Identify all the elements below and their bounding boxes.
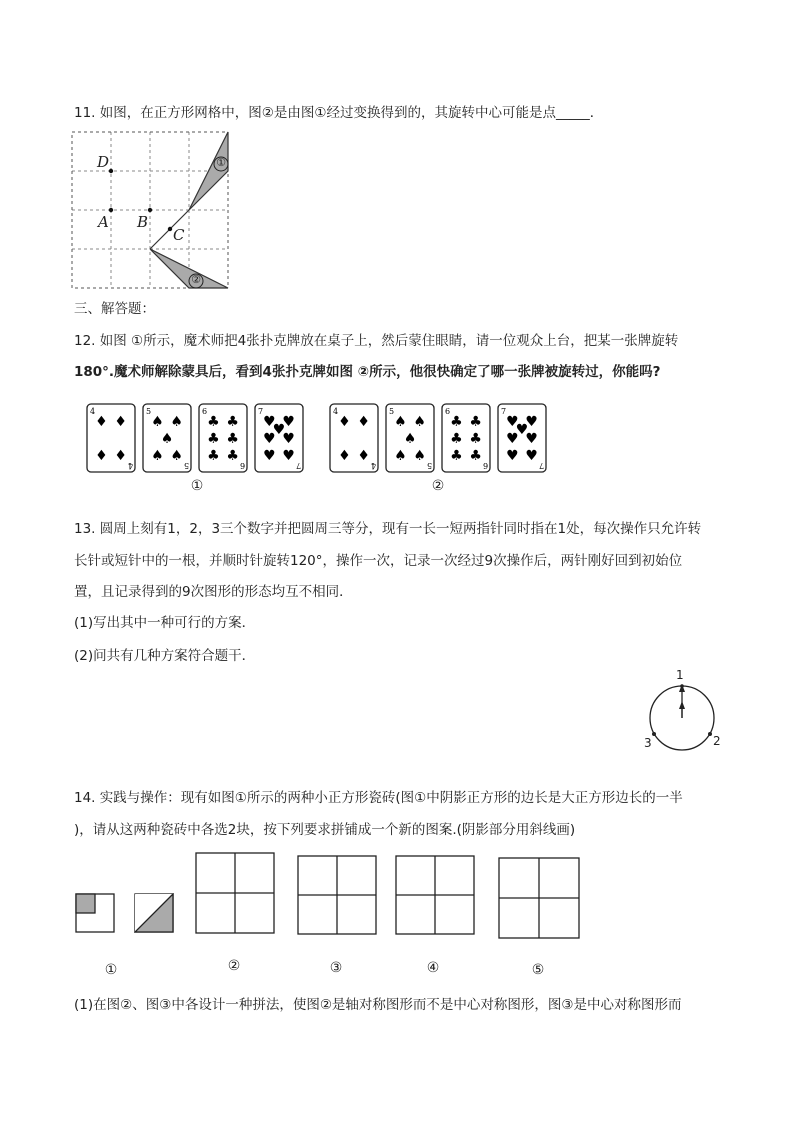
label-fig2: ② — [191, 273, 201, 286]
card-pip: ♠ — [413, 448, 426, 464]
card-6-g2 — [442, 404, 490, 472]
card-rank-bottom: 4 — [128, 461, 134, 470]
card-pip: ♥ — [506, 448, 519, 464]
q14-part1: (1)在图②、图③中各设计一种拼法，使图②是轴对称图形而不是中心对称图形，图③是中心对称图形而 — [74, 997, 682, 1013]
card-pip: ♦ — [338, 448, 351, 464]
q14-caption-5: ⑤ — [531, 962, 545, 978]
grid-3 — [297, 855, 377, 939]
card-pip: ♦ — [114, 414, 127, 430]
card-pip: ♣ — [207, 448, 220, 464]
q14-caption-2: ② — [227, 958, 241, 974]
card-7-g2 — [498, 404, 546, 472]
q13-line1: 13. 圆周上刻有1，2，3三个数字并把圆周三等分，现有一长一短两指针同时指在1处，每次操作只允许转 — [74, 521, 702, 537]
q13-line2: 长针或短针中的一根，并顺时针旋转120°，操作一次，记录一次经过9次操作后，两针刚好回到初始位 — [74, 553, 683, 569]
card-pip: ♥ — [282, 414, 295, 430]
card-pip: ♣ — [450, 431, 463, 447]
grid-2 — [195, 852, 275, 938]
card-pip: ♥ — [506, 431, 519, 447]
card-pip: ♥ — [282, 448, 295, 464]
card-rank: 6 — [202, 407, 208, 416]
card-pip: ♠ — [151, 414, 164, 430]
card-pip: ♦ — [114, 448, 127, 464]
grid-5 — [498, 857, 580, 943]
card-pip: ♣ — [207, 414, 220, 430]
card-rank: 6 — [445, 407, 451, 416]
label-fig1: ① — [216, 156, 226, 169]
q12-caption-1: ① — [190, 478, 204, 494]
card-rank-bottom: 7 — [296, 461, 302, 470]
q11-text: 11. 如图，在正方形网格中，图②是由图①经过变换得到的，其旋转中心可能是点_____． — [74, 105, 604, 121]
card-pip: ♥ — [506, 414, 519, 430]
card-pip: ♥ — [525, 431, 538, 447]
card-pip: ♥ — [515, 422, 529, 439]
q12-line2: 180°.魔术师解除蒙具后，看到4张扑克牌如图 ②所示，他很快确定了哪一张牌被旋转过，你能吗? — [74, 364, 661, 380]
card-7-g1 — [255, 404, 303, 472]
label-b: B — [137, 213, 149, 231]
card-rank-bottom: 5 — [184, 461, 190, 470]
card-pip: ♦ — [338, 414, 351, 430]
card-pip: ♥ — [525, 414, 538, 430]
card-rank-bottom: 4 — [371, 461, 377, 470]
card-pip: ♠ — [170, 414, 183, 430]
card-5-g2 — [386, 404, 434, 472]
card-pip: ♦ — [357, 414, 370, 430]
card-pip: ♠ — [151, 448, 164, 464]
card-pip: ♣ — [450, 448, 463, 464]
card-5-g1 — [143, 404, 191, 472]
card-pip: ♥ — [263, 414, 276, 430]
card-rank-bottom: 7 — [539, 461, 545, 470]
q13-line3: 置，且记录得到的9次图形的形态均互不相同． — [74, 584, 353, 600]
card-pip: ♣ — [469, 431, 482, 447]
card-pip: ♣ — [226, 448, 239, 464]
tile-1-square — [75, 893, 115, 937]
q13-clock-figure — [640, 668, 730, 758]
card-pip: ♠ — [394, 448, 407, 464]
clock-label-3: 3 — [644, 736, 652, 750]
grid-4 — [395, 855, 475, 939]
card-rank: 7 — [258, 407, 264, 416]
q12-line1: 12. 如图 ①所示，魔术师把4张扑克牌放在桌子上，然后蒙住眼睛，请一位观众上台，把某一张牌旋转 — [74, 333, 679, 349]
card-pip: ♥ — [263, 431, 276, 447]
q14-line2: )，请从这两种瓷砖中各选2块，按下列要求拼铺成一个新的图案.(阴影部分用斜线画) — [74, 822, 576, 838]
card-group-2 — [329, 402, 554, 478]
card-rank: 5 — [146, 407, 152, 416]
card-pip: ♠ — [170, 448, 183, 464]
card-pip: ♣ — [207, 431, 220, 447]
card-4-g2 — [330, 404, 378, 472]
q14-caption-3: ③ — [329, 960, 343, 976]
q11-grid-figure — [70, 130, 235, 296]
label-a: A — [98, 213, 109, 231]
card-pip: ♦ — [357, 448, 370, 464]
card-rank: 4 — [333, 407, 339, 416]
card-rank: 4 — [90, 407, 96, 416]
card-rank: 5 — [389, 407, 395, 416]
q13-part2: (2)问共有几种方案符合题干． — [74, 648, 256, 664]
tile-2-triangle — [134, 893, 174, 937]
card-pip: ♣ — [226, 431, 239, 447]
card-rank-bottom: 6 — [240, 461, 246, 470]
card-pip: ♦ — [95, 448, 108, 464]
section-heading: 三、解答题： — [74, 301, 155, 317]
card-pip: ♠ — [403, 431, 417, 447]
card-pip: ♠ — [394, 414, 407, 430]
card-pip: ♠ — [413, 414, 426, 430]
card-rank-bottom: 5 — [427, 461, 433, 470]
label-c: C — [173, 226, 185, 244]
q12-caption-2: ② — [431, 478, 445, 494]
card-pip: ♥ — [263, 448, 276, 464]
card-pip: ♠ — [160, 431, 174, 447]
clock-label-1: 1 — [676, 668, 684, 682]
card-rank-bottom: 6 — [483, 461, 489, 470]
card-pip: ♣ — [226, 414, 239, 430]
card-rank: 7 — [501, 407, 507, 416]
q14-line1: 14. 实践与操作：现有如图①所示的两种小正方形瓷砖(图①中阴影正方形的边长是大正方形边长的一半 — [74, 790, 683, 806]
card-6-g1 — [199, 404, 247, 472]
card-group-1 — [86, 402, 311, 478]
q14-caption-4: ④ — [426, 960, 440, 976]
card-pip: ♣ — [450, 414, 463, 430]
clock-label-2: 2 — [713, 734, 721, 748]
card-pip: ♥ — [272, 422, 286, 439]
card-pip: ♥ — [282, 431, 295, 447]
card-pip: ♦ — [95, 414, 108, 430]
card-4-g1 — [87, 404, 135, 472]
card-pip: ♣ — [469, 414, 482, 430]
q14-caption-1: ① — [104, 962, 118, 978]
card-pip: ♥ — [525, 448, 538, 464]
card-pip: ♣ — [469, 448, 482, 464]
q13-part1: (1)写出其中一种可行的方案． — [74, 615, 256, 631]
label-d: D — [97, 153, 110, 171]
